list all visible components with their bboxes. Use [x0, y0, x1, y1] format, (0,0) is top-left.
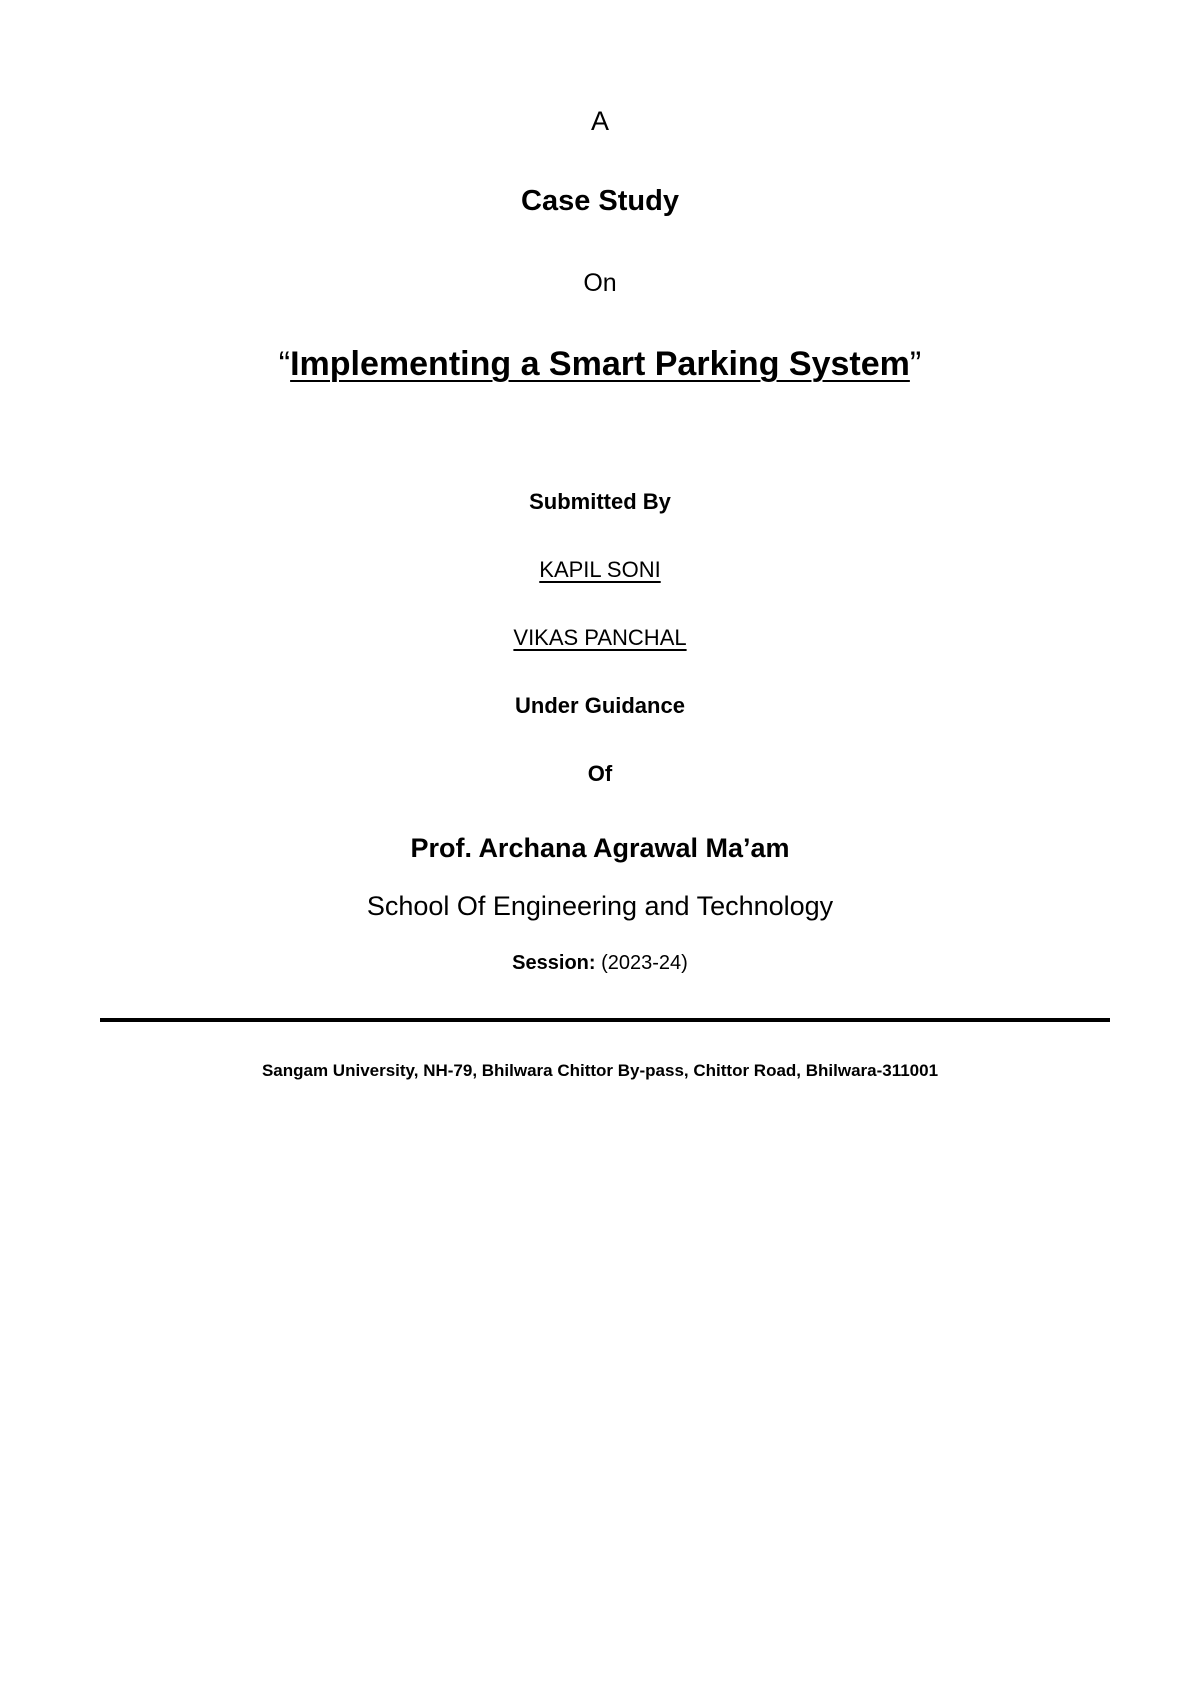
author-1 [0, 559, 1200, 581]
under-guidance-label: Under Guidance [515, 693, 685, 718]
document-title [0, 347, 1200, 381]
title-open-quote: “ [278, 345, 291, 383]
author-2-name: VIKAS PANCHAL [513, 625, 687, 650]
session-line [0, 953, 1200, 973]
of-label: Of [587, 761, 613, 786]
horizontal-rule [100, 1018, 1110, 1022]
author-2 [0, 627, 1200, 649]
guide-name: Prof. Archana Agrawal Ma’am [410, 833, 790, 863]
school-name: School Of Engineering and Technology [366, 891, 834, 921]
session-value: (2023-24) [595, 952, 688, 974]
submitted-by-label: Submitted By [529, 489, 671, 514]
author-1-name: KAPIL SONI [539, 557, 661, 582]
title-text: Implementing a Smart Parking System [290, 345, 910, 383]
session-label: Session: [512, 952, 596, 974]
title-close-quote: ” [909, 345, 922, 383]
article-text: A [590, 106, 609, 136]
university-address: Sangam University, NH-79, Bhilwara Chittor By-pass, Chittor Road, Bhilwara-311001 [261, 1061, 939, 1080]
document-type: Case Study [521, 185, 679, 217]
on-text: On [583, 269, 617, 297]
